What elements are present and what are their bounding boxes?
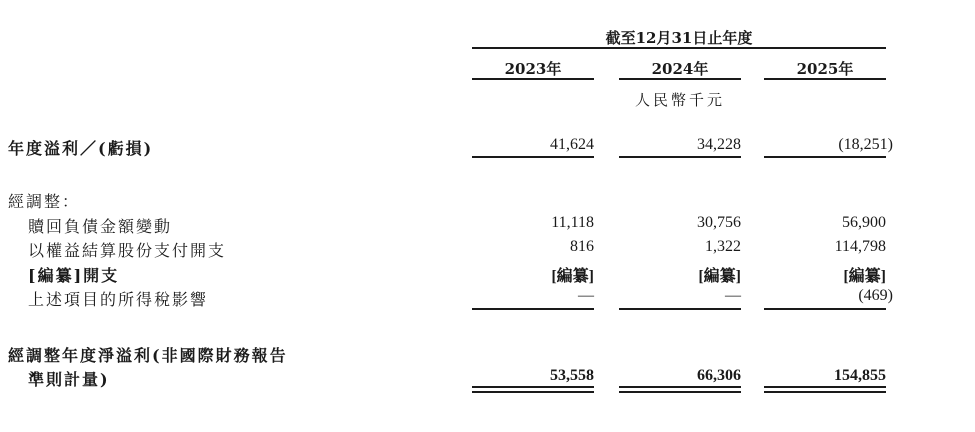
value-adjusted-net-2023: 53,558 — [550, 367, 594, 384]
year-header-2025: 2025年 — [796, 60, 854, 78]
total-rule-2024-b — [619, 391, 741, 393]
row-label-redacted: [編纂]開支 — [28, 266, 120, 285]
value-tax-effect-2024: — — [725, 287, 741, 304]
period-title: 截至12月31日止年度 — [605, 29, 753, 47]
value-redacted-2024: [編纂] — [698, 268, 741, 285]
period-rule — [472, 47, 886, 49]
value-redemption-2024: 30,756 — [697, 214, 741, 231]
year-rule-2024 — [619, 78, 741, 80]
value-profit-2025: (18,251) — [838, 136, 893, 153]
value-profit-2023: 41,624 — [550, 136, 594, 153]
total-rule-2023-a — [472, 386, 594, 388]
value-redemption-2023: 11,118 — [551, 214, 594, 231]
year-rule-2023 — [472, 78, 594, 80]
total-rule-2024-a — [619, 386, 741, 388]
value-adjusted-net-2024: 66,306 — [697, 367, 741, 384]
row-label-tax-effect: 上述項目的所得稅影響 — [28, 290, 209, 309]
value-redacted-2025: [編纂] — [843, 268, 886, 285]
tax-rule-2024 — [619, 308, 741, 310]
year-header-2024: 2024年 — [651, 60, 709, 78]
value-tax-effect-2025: (469) — [858, 287, 893, 304]
value-redemption-2025: 56,900 — [842, 214, 886, 231]
value-profit-2024: 34,228 — [697, 136, 741, 153]
value-adjusted-net-2025: 154,855 — [834, 367, 886, 384]
row-label-adjusted-by: 經調整： — [8, 192, 81, 211]
value-share-based-2024: 1,322 — [705, 238, 741, 255]
total-rule-2025-a — [764, 386, 886, 388]
row-label-share-based: 以權益結算股份支付開支 — [28, 241, 227, 260]
tax-rule-2023 — [472, 308, 594, 310]
row-label-adjusted-net-line1: 經調整年度淨溢利(非國際財務報告 — [8, 346, 288, 365]
row-label-redemption: 贖回負債金額變動 — [28, 217, 173, 236]
total-rule-2023-b — [472, 391, 594, 393]
total-rule-2025-b — [764, 391, 886, 393]
value-tax-effect-2023: — — [578, 287, 594, 304]
value-share-based-2023: 816 — [570, 238, 594, 255]
value-share-based-2025: 114,798 — [834, 238, 886, 255]
year-rule-2025 — [764, 78, 886, 80]
profit-rule-2023 — [472, 156, 594, 158]
value-redacted-2023: [編纂] — [551, 268, 594, 285]
row-label-profit: 年度溢利／(虧損) — [8, 139, 154, 158]
unit-label: 人民幣千元 — [634, 91, 725, 109]
year-header-2023: 2023年 — [504, 60, 562, 78]
profit-rule-2025 — [764, 156, 886, 158]
row-label-adjusted-net-line2: 準則計量) — [28, 370, 110, 389]
tax-rule-2025 — [764, 308, 886, 310]
profit-rule-2024 — [619, 156, 741, 158]
